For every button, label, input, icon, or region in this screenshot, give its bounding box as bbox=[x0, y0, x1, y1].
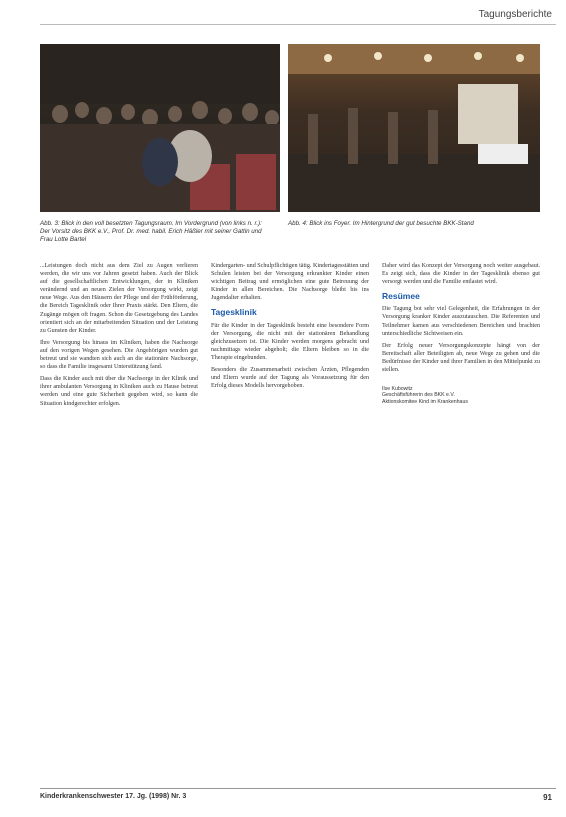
paragraph: Besonders die Zusammenarbeit zwischen Ärzten, Pflegenden und Eltern wurde auf der Tagung als Voraussetzung für den Erfolg dieses Modells hervorgehoben. bbox=[211, 367, 369, 390]
caption-left: Abb. 3: Blick in den voll besetzten Tagungsraum. Im Vordergrund (von links n. r.): Der Vorsitz des BKK e.V., Prof. Dr. med. habil. Erich Häßler mit seiner Gattin und Frau Lotte Bartel bbox=[40, 220, 262, 243]
caption-right: Abb. 4: Blick ins Foyer. Im Hintergrund der gut besuchte BKK-Stand bbox=[288, 220, 474, 227]
section-heading-tagesklinik: Tagesklinik bbox=[211, 307, 257, 318]
paragraph: Daher wird das Konzept der Versorgung noch weiter ausgebaut. Es zeigt sich, dass die Kinder in der Tagesklinik ebenso gut versorgt werden und die Familie entlastet wird. bbox=[382, 263, 540, 286]
section-heading-resuemee: Resümee bbox=[382, 291, 420, 302]
paragraph: Dass die Kinder auch mit über die Nachsorge in der Klinik und ihrer ambulanten Versorgung in Kliniken auch zu Hause betreut werden und eine gute Sicherheit gegeben wird, so kann die Situation kindgerechter erfolgen. bbox=[40, 376, 198, 407]
page-number: 91 bbox=[543, 793, 552, 802]
paragraph: Kindergarten- und Schulpflichtigen tätig. Kindertagesstätten und Schulen leisten bei der Versorgung erkrankter Kinder einen wichtigen Beitrag und ermöglichen eine gute Betreuung der Kinder in allen Bereichen. Die Nachsorge bleibt bis ins Jugendalter erhalten. bbox=[211, 263, 369, 302]
footer-rule bbox=[40, 788, 556, 789]
author-signature: Ilse Kubowitz Geschäftsführerin des BKK e.V. Aktionskomitee Kind im Krankenhaus bbox=[382, 386, 468, 405]
page-header bbox=[0, 0, 566, 28]
paragraph: Der Erfolg neuer Versorgungskonzepte hängt von der Bereitschaft aller Beteiligten ab, neue Wege zu gehen und die Bedürfnisse der Kinder und ihrer Familien in den Mittelpunkt zu stellen. bbox=[382, 342, 540, 374]
page-footer bbox=[0, 788, 566, 817]
section-title: Tagungsberichte bbox=[478, 9, 552, 20]
column-1 bbox=[40, 262, 198, 412]
paragraph: Für die Kinder in der Tagesklinik besteht eine besondere Form der Versorgung, die nicht mit der stationären Behandlung gleichzusetzen ist. Die Kinder werden morgens gebracht und nachmittags wieder abgeholt; die Eltern bleiben so in die Therapie eingebunden. bbox=[211, 322, 369, 361]
conference-hall-photo bbox=[40, 44, 280, 212]
article-body bbox=[40, 262, 540, 777]
foyer-photo bbox=[288, 44, 540, 212]
column-3 bbox=[382, 262, 540, 409]
header-rule bbox=[40, 24, 556, 25]
paragraph: Ihre Versorgung bis hinaus im Kliniken, haben die Nachsorge auf den vorigen Wegen gesehen. Die Angehörigen wurden gut betreut und sie wandten sich auch an die stationäre Nachsorge, so dass die Familie insgesamt Unterstützung fand. bbox=[40, 339, 198, 371]
conference-hall-image bbox=[40, 44, 280, 212]
foyer-image bbox=[288, 44, 540, 212]
paragraph: Die Tagung bot sehr viel Gelegenheit, die Erfahrungen in der Versorgung kranker Kinder auszutauschen. Die Referenten und Teilnehmer kamen aus verschiedenen Bereichen und brachten unterschiedliche Sichtweisen ein. bbox=[382, 306, 540, 337]
paragraph: ...Leistungen doch nicht aus dem Ziel zu Augen verlieren werden, die wir uns vor Jahren gesetzt haben. Auch der Blick auf die gesellschaftlichen Entwicklungen, der in Kliniken verändernd und an neuen Zielen der Versorgung wirkt, zeigt neue Wege. Aus den Häusern der Pflege und der Frühförderung, die Bereich Tagesklinik oder Ihrer Praxis stärkt. Den Eltern, die Zugänge mögen oft fragen. Schon die Gesetzgebung des Landes orientiert sich an der mitarbeitenden Situation und der Leistung zu Gunsten der Kinder. bbox=[40, 263, 198, 334]
column-2 bbox=[211, 262, 369, 394]
journal-name: Kinderkrankenschwester 17. Jg. (1998) Nr. 3 bbox=[40, 793, 187, 800]
photo-row bbox=[40, 44, 540, 214]
